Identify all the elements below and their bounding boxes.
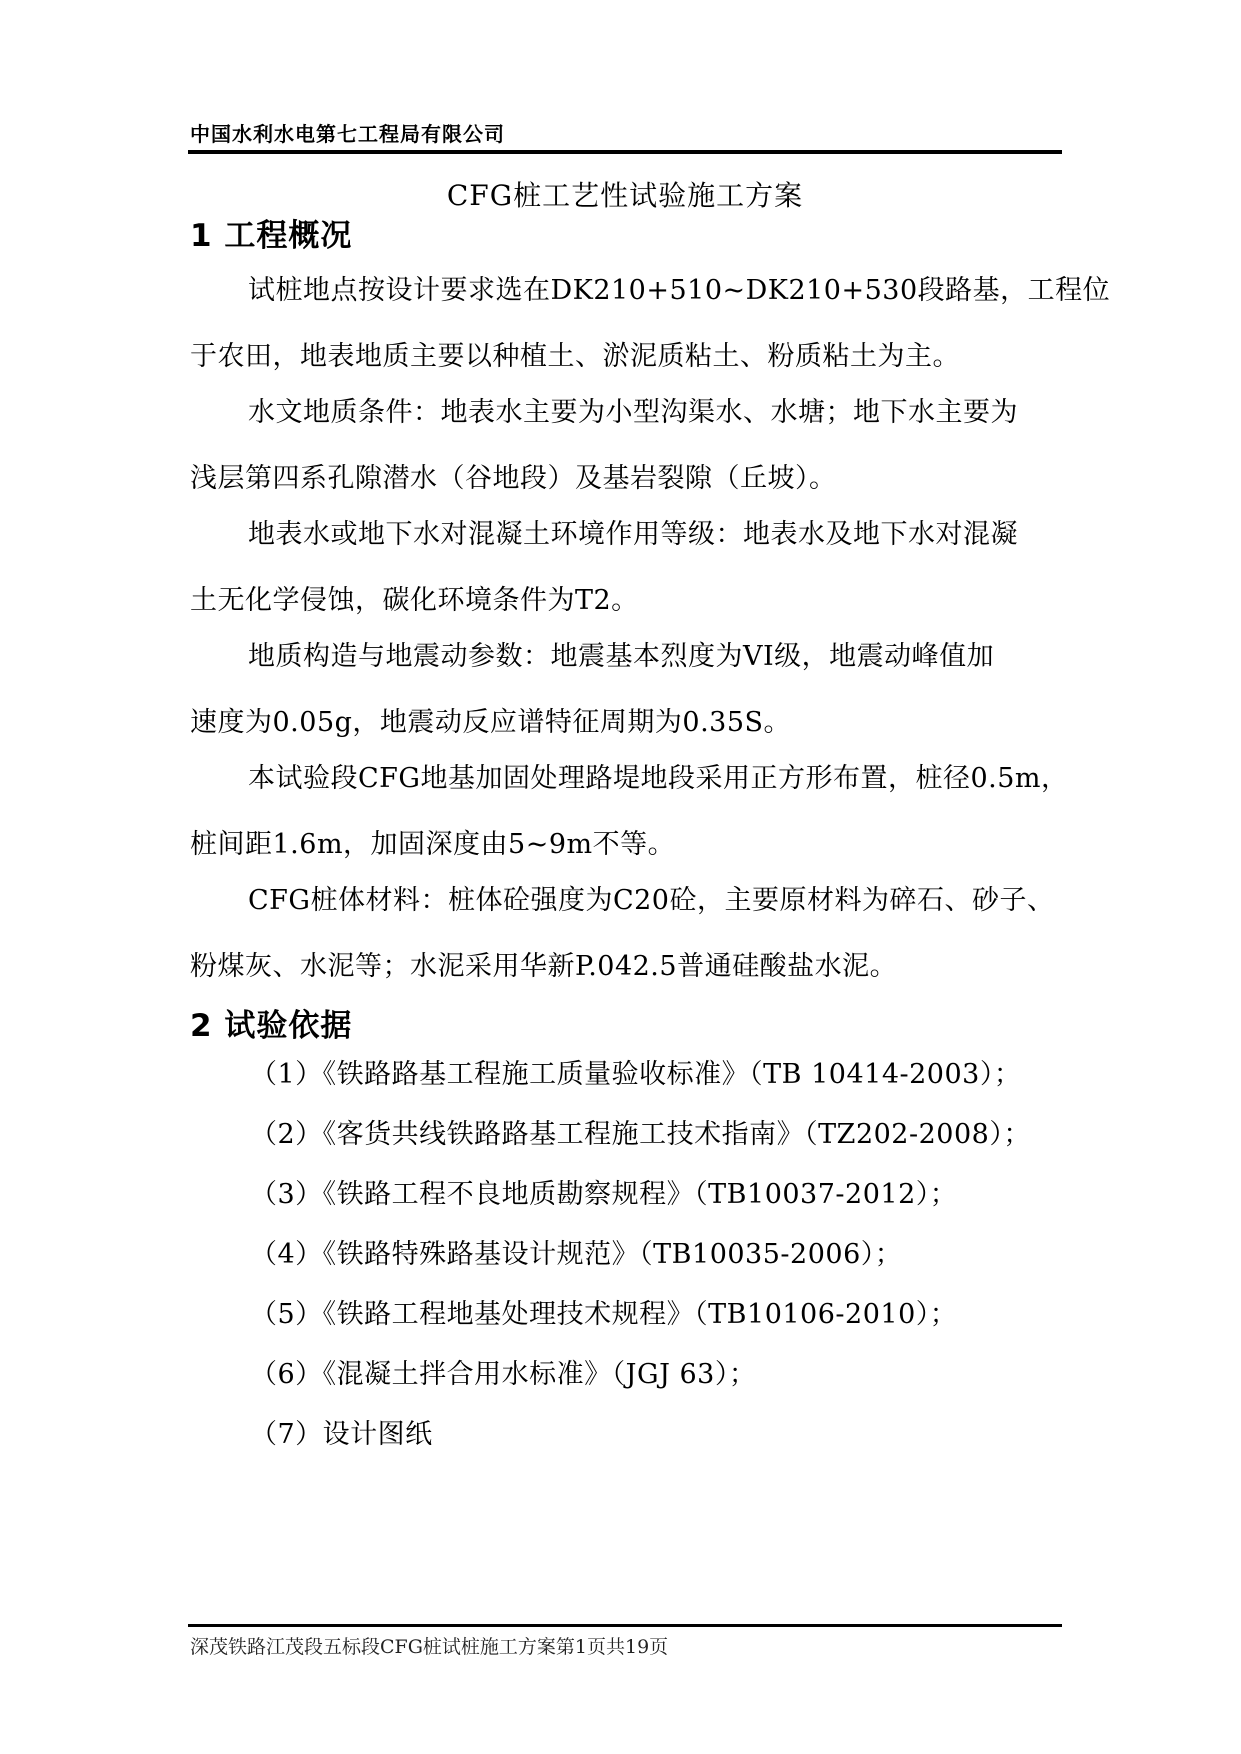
- paragraph-line: 水文地质条件：地表水主要为小型沟渠水、水塘；地下水主要为: [248, 397, 1018, 428]
- paragraph-line: 速度为0.05g，地震动反应谱特征周期为0.35S。: [190, 707, 792, 738]
- paragraph-pile-layout: [190, 746, 1069, 878]
- section-heading-2: 2 试验依据: [190, 1008, 353, 1044]
- paragraph-line: 地质构造与地震动参数：地震基本烈度为VI级，地震动峰值加: [248, 641, 995, 672]
- paragraph-line: 试桩地点按设计要求选在DK210+510~DK210+530段路基，工程位: [248, 275, 1111, 306]
- paragraph-hydrogeology: [190, 380, 1062, 512]
- reference-item: （1）《铁路路基工程施工质量验收标准》（TB 10414-2003）；: [250, 1059, 1022, 1090]
- paragraph-pile-material: [190, 868, 1062, 1000]
- paragraph-line: 浅层第四系孔隙潜水（谷地段）及基岩裂隙（丘坡）。: [190, 463, 837, 494]
- footer-rule: [188, 1624, 1062, 1627]
- section-heading-1: 1 工程概况: [190, 218, 353, 254]
- paragraph-line: 粉煤灰、水泥等；水泥采用华新P.042.5普通硅酸盐水泥。: [190, 951, 898, 982]
- reference-item: （3）《铁路工程不良地质勘察规程》（TB10037-2012）；: [250, 1179, 958, 1210]
- reference-item: （7）设计图纸: [250, 1419, 433, 1450]
- paragraph-line: 土无化学侵蚀，碳化环境条件为T2。: [190, 585, 639, 616]
- paragraph-line: CFG桩体材料：桩体砼强度为C20砼，主要原材料为碎石、砂子、: [248, 885, 1055, 916]
- paragraph-line: 本试验段CFG地基加固处理路堤地段采用正方形布置，桩径0.5m，: [248, 763, 1069, 794]
- document-title: CFG桩工艺性试验施工方案: [446, 179, 804, 212]
- header-company: 中国水利水电第七工程局有限公司: [190, 122, 505, 146]
- footer-page-info: 深茂铁路江茂段五标段CFG桩试桩施工方案第1页共19页: [190, 1636, 669, 1658]
- reference-item: （2）《客货共线铁路路基工程施工技术指南》（TZ202-2008）；: [250, 1119, 1031, 1150]
- paragraph-line: 地表水或地下水对混凝土环境作用等级：地表水及地下水对混凝: [248, 519, 1018, 550]
- reference-item: （6）《混凝土拌合用水标准》（JGJ 63）；: [250, 1359, 757, 1390]
- header-rule: [188, 150, 1062, 154]
- paragraph-site-location: [190, 258, 1111, 390]
- paragraph-line: 桩间距1.6m，加固深度由5~9m不等。: [190, 829, 676, 860]
- paragraph-seismic: [190, 624, 1062, 756]
- paragraph-environment-grade: [190, 502, 1062, 634]
- reference-item: （4）《铁路特殊路基设计规范》（TB10035-2006）；: [250, 1239, 903, 1270]
- paragraph-line: 于农田，地表地质主要以种植土、淤泥质粘土、粉质粘土为主。: [190, 341, 960, 372]
- reference-item: （5）《铁路工程地基处理技术规程》（TB10106-2010）；: [250, 1299, 958, 1330]
